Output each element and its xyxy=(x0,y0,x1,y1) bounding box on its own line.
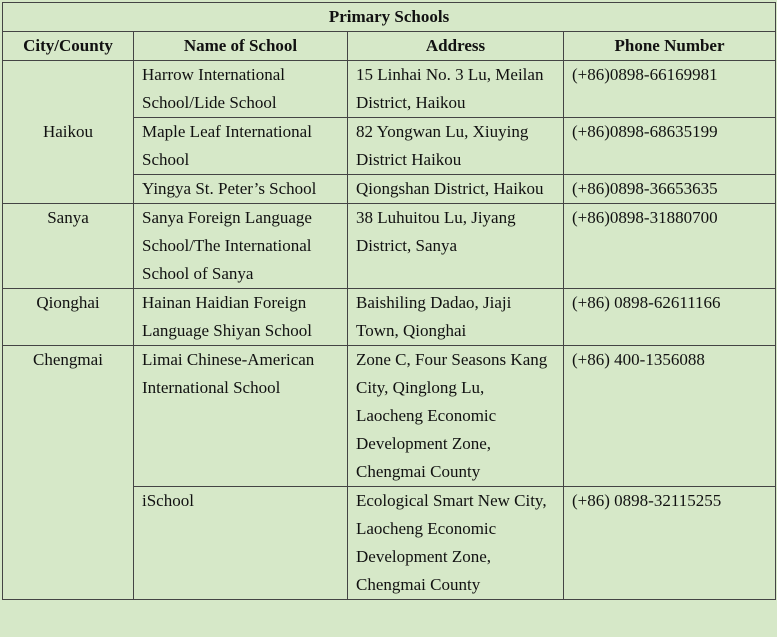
address-cell: Qiongshan District, Haikou xyxy=(348,175,564,204)
phone-cell: (+86)0898-68635199 xyxy=(564,118,776,175)
phone-cell: (+86) 0898-32115255 xyxy=(564,487,776,600)
header-address: Address xyxy=(348,32,564,61)
phone-cell: (+86)0898-31880700 xyxy=(564,204,776,289)
header-city: City/County xyxy=(3,32,134,61)
address-cell: Zone C, Four Seasons Kang City, Qinglong Lu, Laocheng Economic Development Zone, Chengmai County xyxy=(348,346,564,487)
address-cell: 15 Linhai No. 3 Lu, Meilan District, Haikou xyxy=(348,61,564,118)
table-row xyxy=(3,204,776,289)
city-cell: Qionghai xyxy=(3,289,134,346)
header-phone: Phone Number xyxy=(564,32,776,61)
school-cell: Hainan Haidian Foreign Language Shiyan School xyxy=(134,289,348,346)
phone-cell: (+86) 0898-62611166 xyxy=(564,289,776,346)
table-title: Primary Schools xyxy=(3,3,776,32)
school-cell: Yingya St. Peter’s School xyxy=(134,175,348,204)
address-cell: Ecological Smart New City, Laocheng Economic Development Zone, Chengmai County xyxy=(348,487,564,600)
phone-cell: (+86)0898-36653635 xyxy=(564,175,776,204)
table-row xyxy=(3,289,776,346)
address-cell: 82 Yongwan Lu, Xiuying District Haikou xyxy=(348,118,564,175)
school-cell: Harrow International School/Lide School xyxy=(134,61,348,118)
school-cell: Maple Leaf International School xyxy=(134,118,348,175)
city-cell: Sanya xyxy=(3,204,134,289)
city-cell: Haikou xyxy=(3,61,134,204)
header-school: Name of School xyxy=(134,32,348,61)
school-cell: Limai Chinese-American International School xyxy=(134,346,348,487)
table-row xyxy=(3,61,776,118)
school-cell: Sanya Foreign Language School/The International School of Sanya xyxy=(134,204,348,289)
phone-cell: (+86) 400-1356088 xyxy=(564,346,776,487)
city-cell: Chengmai xyxy=(3,346,134,600)
address-cell: 38 Luhuitou Lu, Jiyang District, Sanya xyxy=(348,204,564,289)
phone-cell: (+86)0898-66169981 xyxy=(564,61,776,118)
table-row xyxy=(3,346,776,487)
primary-schools-table xyxy=(2,2,776,600)
address-cell: Baishiling Dadao, Jiaji Town, Qionghai xyxy=(348,289,564,346)
school-cell: iSchool xyxy=(134,487,348,600)
